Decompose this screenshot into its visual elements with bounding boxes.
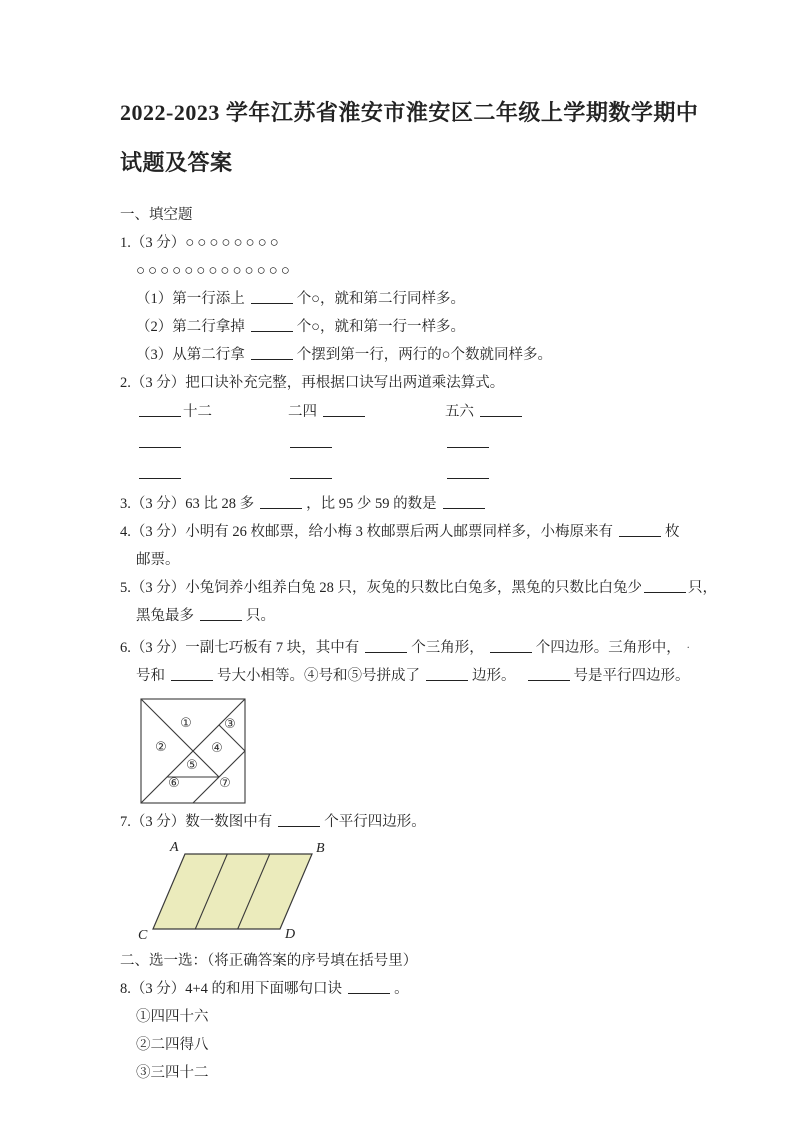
answer-blank bbox=[447, 464, 489, 479]
answer-blank bbox=[490, 638, 532, 653]
q2-cell-r3c3 bbox=[445, 459, 605, 490]
question-4-line2: 邮票。 bbox=[136, 552, 180, 568]
question-1-sub3 bbox=[120, 341, 698, 369]
question-8-post: 。 bbox=[394, 981, 409, 997]
answer-blank bbox=[644, 578, 686, 593]
section2-heading: 二、选一选：（将正确答案的序号填在括号里） bbox=[120, 953, 418, 969]
question-6-mid1: 个三角形， bbox=[411, 640, 484, 656]
answer-blank bbox=[426, 666, 468, 681]
question-1-number: 1.（3 分） bbox=[120, 235, 186, 251]
answer-blank bbox=[260, 494, 302, 509]
q2-hint-3: 五六 bbox=[445, 404, 474, 420]
tangram-piece-4-label: ④ bbox=[211, 741, 223, 756]
question-5-line2 bbox=[120, 602, 698, 630]
question-1-sub2-pre: （2）第二行拿掉 bbox=[136, 319, 245, 335]
question-4-line1 bbox=[120, 518, 698, 546]
question-3 bbox=[120, 490, 698, 518]
question-2-row1 bbox=[120, 397, 698, 428]
stray-mark: . bbox=[686, 637, 690, 651]
question-3-pre: 3.（3 分）63 比 28 多 bbox=[120, 496, 255, 512]
question-1-sub2 bbox=[120, 313, 698, 341]
question-6-line2-mid2: 边形。 bbox=[472, 668, 516, 684]
answer-blank bbox=[443, 494, 485, 509]
parallelogram-figure bbox=[134, 838, 698, 943]
answer-blank bbox=[348, 979, 390, 994]
question-5-line2-pre: 黑兔最多 bbox=[136, 608, 194, 624]
question-7-pre: 7.（3 分）数一数图中有 bbox=[120, 814, 273, 830]
vertex-label-a: A bbox=[170, 840, 179, 855]
tangram-piece-5-label: ⑤ bbox=[186, 758, 198, 773]
question-1-sub1-pre: （1）第一行添上 bbox=[136, 291, 245, 307]
answer-blank bbox=[528, 666, 570, 681]
question-8-option-3: ③三四十二 bbox=[136, 1065, 209, 1081]
question-5-line1 bbox=[120, 574, 717, 602]
circle-row-1: ○○○○○○○○ bbox=[185, 235, 282, 251]
question-2-row2 bbox=[120, 428, 698, 459]
question-8 bbox=[120, 975, 698, 1003]
question-1-sub1 bbox=[120, 285, 698, 313]
document-body bbox=[120, 201, 717, 1087]
answer-blank bbox=[619, 522, 661, 537]
question-6-mid2: 个四边形。三角形中， bbox=[535, 640, 681, 656]
document-title-line1: 2022-2023 学年江苏省淮安市淮安区二年级上学期数学期中 bbox=[120, 100, 699, 125]
tangram-main-diagonal bbox=[141, 699, 219, 777]
section1-heading: 一、填空题 bbox=[120, 207, 193, 223]
question-1-stem bbox=[120, 229, 698, 257]
question-8-pre: 8.（3 分）4+4 的和用下面哪句口诀 bbox=[120, 981, 343, 997]
question-2-row3 bbox=[120, 459, 698, 490]
document-content bbox=[120, 88, 717, 1087]
answer-blank bbox=[447, 433, 489, 448]
tangram-piece-2-label: ② bbox=[155, 740, 167, 755]
question-3-mid: ，比 95 少 59 的数是 bbox=[306, 496, 437, 512]
circle-row-2: ○○○○○○○○○○○○○ bbox=[136, 263, 293, 279]
tangram-piece-1-label: ① bbox=[180, 716, 192, 731]
circle-row-2-line bbox=[120, 257, 698, 285]
question-8-option-1: ①四四十六 bbox=[136, 1009, 209, 1025]
question-6-line2-mid1: 号大小相等。④号和⑤号拼成了 bbox=[217, 668, 420, 684]
question-6-line2 bbox=[120, 662, 698, 690]
answer-blank bbox=[278, 812, 320, 827]
q2-cell-r2c2 bbox=[288, 428, 445, 459]
answer-blank bbox=[251, 289, 293, 304]
vertex-label-c: C bbox=[138, 928, 148, 943]
question-6-line1 bbox=[120, 630, 698, 662]
q2-cell-r3c2 bbox=[288, 459, 445, 490]
vertex-label-b: B bbox=[316, 841, 325, 856]
question-7-post: 个平行四边形。 bbox=[324, 814, 426, 830]
answer-blank bbox=[200, 606, 242, 621]
question-4-post: 枚 bbox=[665, 524, 680, 540]
answer-blank bbox=[171, 666, 213, 681]
question-2-stem: 2.（3 分）把口诀补充完整，再根据口诀写出两道乘法算式。 bbox=[120, 375, 505, 391]
answer-blank bbox=[365, 638, 407, 653]
question-5-pre: 5.（3 分）小兔饲养小组养白兔 28 只，灰兔的只数比白兔多，黑兔的只数比白兔少 bbox=[120, 580, 642, 596]
tangram-piece-6-label: ⑥ bbox=[168, 776, 180, 791]
document-title-line2: 试题及答案 bbox=[120, 150, 233, 175]
question-8-option-2: ②二四得八 bbox=[136, 1037, 209, 1053]
question-5-post: 只， bbox=[688, 580, 717, 596]
q2-cell-r3c1 bbox=[137, 459, 288, 490]
q2-cell-r1c1 bbox=[137, 397, 288, 428]
answer-blank bbox=[480, 402, 522, 417]
answer-blank bbox=[251, 345, 293, 360]
question-1-sub1-post: 个○，就和第二行同样多。 bbox=[296, 291, 466, 307]
question-6-line2-post: 号是平行四边形。 bbox=[573, 668, 690, 684]
tangram-figure bbox=[140, 698, 698, 804]
parallelogram-svg bbox=[134, 838, 334, 943]
q2-cell-r1c2 bbox=[288, 397, 445, 428]
q2-cell-r1c3 bbox=[445, 397, 605, 428]
question-7 bbox=[120, 808, 698, 836]
q2-hint-2: 二四 bbox=[288, 404, 317, 420]
vertex-label-d: D bbox=[285, 927, 296, 942]
answer-blank bbox=[139, 433, 181, 448]
q2-cell-r2c3 bbox=[445, 428, 605, 459]
question-5-line2-post: 只。 bbox=[246, 608, 275, 624]
q2-hint-1: 十二 bbox=[183, 404, 212, 420]
question-1-sub3-post: 个摆到第一行，两行的○个数就同样多。 bbox=[296, 347, 553, 363]
answer-blank bbox=[139, 464, 181, 479]
answer-blank bbox=[251, 317, 293, 332]
question-1-sub2-post: 个○，就和第一行一样多。 bbox=[296, 319, 466, 335]
question-1-sub3-pre: （3）从第二行拿 bbox=[136, 347, 245, 363]
answer-blank bbox=[290, 433, 332, 448]
tangram-piece-7-label: ⑦ bbox=[219, 776, 231, 791]
question-4-pre: 4.（3 分）小明有 26 枚邮票，给小梅 3 枚邮票后两人邮票同样多，小梅原来有 bbox=[120, 524, 613, 540]
parallelogram-shape bbox=[153, 854, 312, 929]
tangram-piece-3-label: ③ bbox=[224, 717, 236, 732]
q2-cell-r2c1 bbox=[137, 428, 288, 459]
answer-blank bbox=[323, 402, 365, 417]
answer-blank bbox=[290, 464, 332, 479]
question-6-pre: 6.（3 分）一副七巧板有 7 块，其中有 bbox=[120, 640, 360, 656]
question-6-line2-pre: 号和 bbox=[136, 668, 165, 684]
tangram-svg bbox=[140, 698, 246, 804]
answer-blank bbox=[139, 402, 181, 417]
